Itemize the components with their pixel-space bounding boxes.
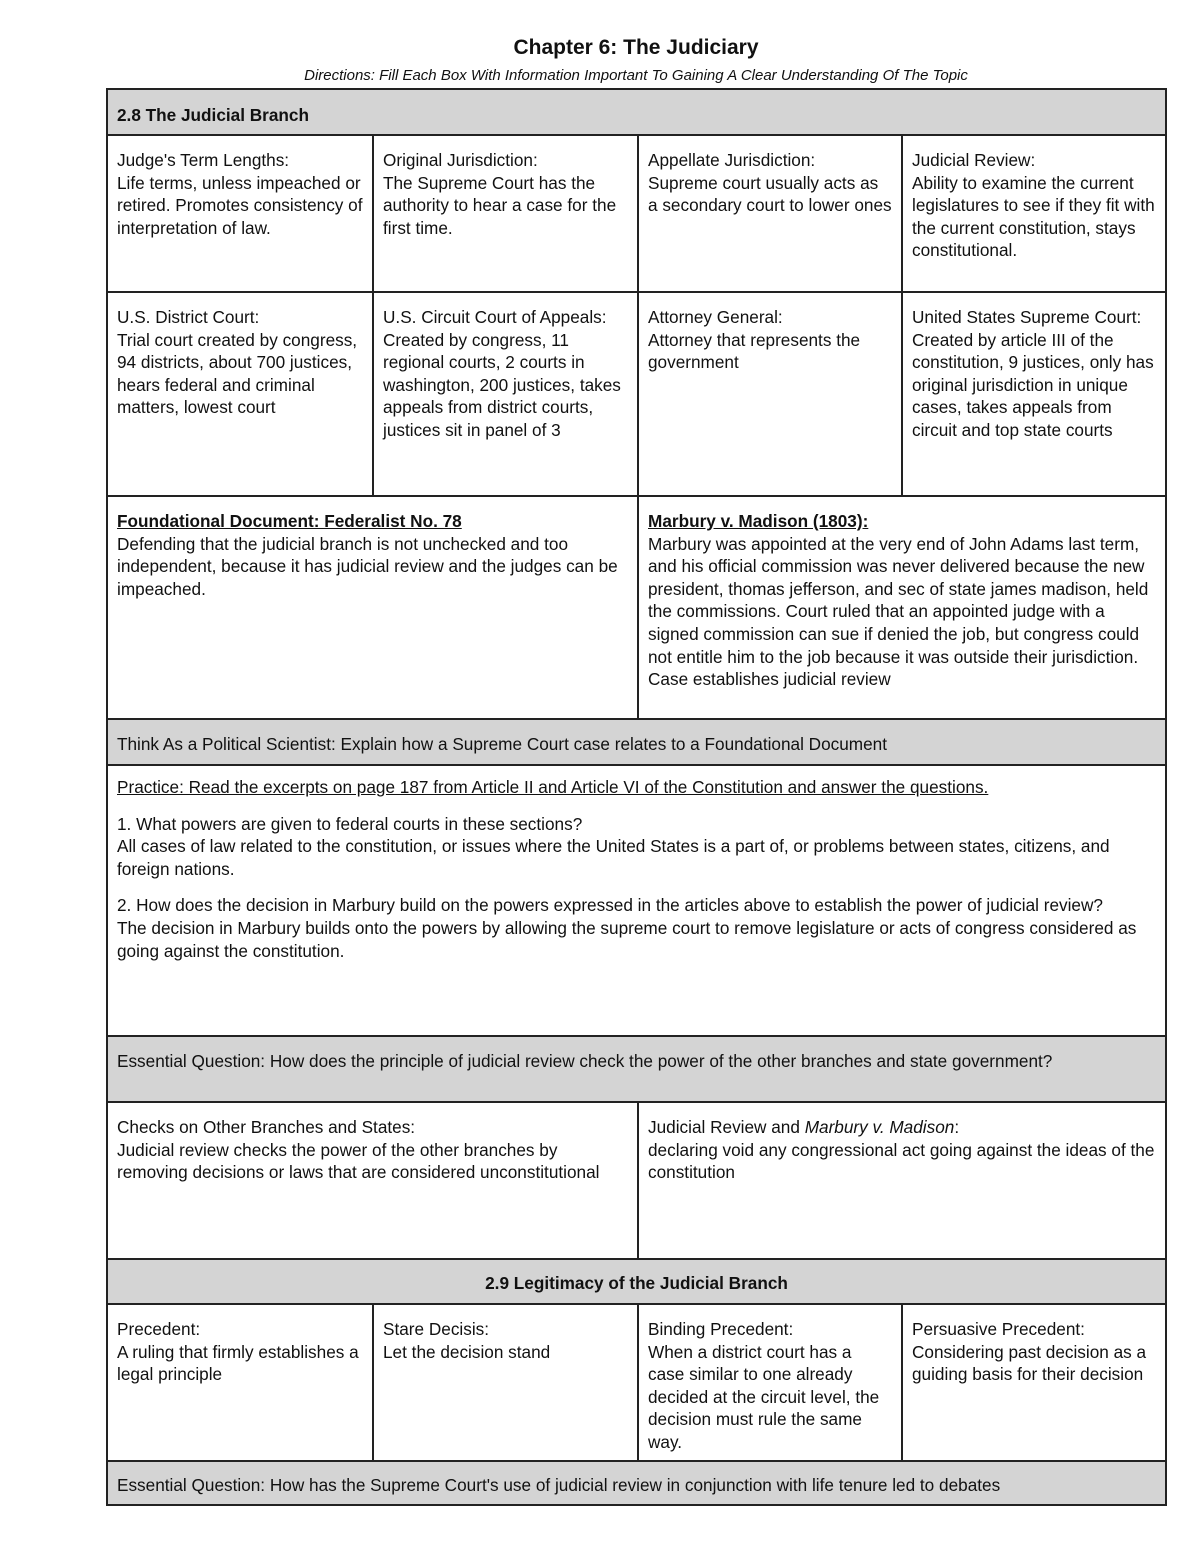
term-label: Stare Decisis: xyxy=(383,1319,490,1339)
directions: Directions: Fill Each Box With Information Important To Gaining A Clear Understanding Of The Topic xyxy=(304,67,968,84)
term-label: Persuasive Precedent: xyxy=(912,1319,1085,1339)
term-text: The Supreme Court has the authority to hear a case for the first time. xyxy=(383,172,617,238)
cell-binding-precedent xyxy=(637,1305,901,1460)
checks-text: Judicial review checks the power of the other branches by removing decisions or laws that are considered unconstitutional xyxy=(117,1139,600,1183)
jr-marbury-label: Judicial Review and Marbury v. Madison: xyxy=(648,1117,960,1137)
page-title: Chapter 6: The Judiciary xyxy=(513,36,759,59)
foundational-text: Defending that the judicial branch is not unchecked and too independent, because it has judicial review and the judges can be impeached. xyxy=(117,533,618,599)
answer-2: The decision in Marbury builds onto the powers by allowing the supreme court to remove legislature or acts of congress considered as going against the constitution. xyxy=(117,917,1137,961)
term-label: Appellate Jurisdiction: xyxy=(648,150,816,170)
term-text: Created by article III of the constitution, 9 justices, only has original jurisdiction in unique cases, takes appeals from circuit and top state courts xyxy=(912,329,1154,440)
marbury-heading: Marbury v. Madison (1803): xyxy=(648,511,869,531)
practice-row xyxy=(108,766,1165,1037)
cell-term-lengths xyxy=(108,136,372,291)
term-label: Original Jurisdiction: xyxy=(383,150,538,170)
think-prompt: Think As a Political Scientist: Explain how a Supreme Court case relates to a Foundational Document xyxy=(117,734,888,754)
term-text: Trial court created by congress, 94 districts, about 700 justices, hears federal and criminal matters, lowest court xyxy=(117,329,358,418)
cell-supreme-court xyxy=(901,293,1165,495)
term-text: Life terms, unless impeached or retired. Promotes consistency of interpretation of law. xyxy=(117,172,363,238)
term-label: U.S. Circuit Court of Appeals: xyxy=(383,307,607,327)
term-text: Attorney that represents the government xyxy=(648,329,861,373)
term-text: A ruling that firmly establishes a legal principle xyxy=(117,1341,359,1385)
cell-marbury xyxy=(637,497,1165,718)
essential-question-2-row xyxy=(108,1462,1165,1504)
term-label: United States Supreme Court: xyxy=(912,307,1142,327)
term-label: Judicial Review: xyxy=(912,150,1036,170)
think-row xyxy=(108,720,1165,766)
terms-row-2 xyxy=(108,293,1165,497)
term-text: Supreme court usually acts as a secondary court to lower ones xyxy=(648,172,892,216)
cell-federalist-78 xyxy=(108,497,637,718)
cell-persuasive-precedent xyxy=(901,1305,1165,1460)
question-2: 2. How does the decision in Marbury build on the powers expressed in the articles above to establish the power of judicial review? xyxy=(117,895,1103,916)
legitimacy-row xyxy=(108,1305,1165,1462)
section-2-9-title: 2.9 Legitimacy of the Judicial Branch xyxy=(485,1273,788,1293)
foundational-heading: Foundational Document: Federalist No. 78 xyxy=(117,511,462,531)
essential-question-2: Essential Question: How has the Supreme Court's use of judicial review in conjunction with life tenure led to debates xyxy=(117,1475,1001,1495)
cell-district-court xyxy=(108,293,372,495)
term-label: U.S. District Court: xyxy=(117,307,260,327)
term-text: Considering past decision as a guiding basis for their decision xyxy=(912,1341,1147,1385)
question-1: 1. What powers are given to federal courts in these sections? xyxy=(117,813,583,834)
documents-row xyxy=(108,497,1165,720)
cell-precedent xyxy=(108,1305,372,1460)
cell-judicial-review xyxy=(901,136,1165,291)
cell-original-jurisdiction xyxy=(372,136,637,291)
cell-circuit-court xyxy=(372,293,637,495)
practice-instruction: Practice: Read the excerpts on page 187 from Article II and Article VI of the Constitution and answer the questions. xyxy=(117,777,989,797)
section-2-9-header xyxy=(108,1260,1165,1305)
term-label: Attorney General: xyxy=(648,307,783,327)
essential-question-1-row xyxy=(108,1037,1165,1103)
terms-row-1 xyxy=(108,136,1165,293)
cell-stare-decisis xyxy=(372,1305,637,1460)
checks-row xyxy=(108,1103,1165,1260)
term-text: Created by congress, 11 regional courts, 2 courts in washington, 200 justices, takes appeals from district courts, justices sit in panel of 3 xyxy=(383,329,621,440)
term-label: Precedent: xyxy=(117,1319,201,1339)
checks-label: Checks on Other Branches and States: xyxy=(117,1117,416,1137)
term-text: When a district court has a case similar to one already decided at the circuit level, the decision must rule the same way. xyxy=(648,1341,880,1452)
jr-marbury-text: declaring void any congressional act going against the ideas of the constitution xyxy=(648,1139,1155,1183)
cell-appellate-jurisdiction xyxy=(637,136,901,291)
practice-cell xyxy=(108,766,1165,1035)
cell-attorney-general xyxy=(637,293,901,495)
marbury-text: Marbury was appointed at the very end of John Adams last term, and his official commission was never delivered because the new president, thomas jefferson, and sec of state james madison, held the commissions. Court ruled that an appointed judge with a signed commission can sue if denied the job, but congress could not entitle him to the job because it was outside their jurisdiction. xyxy=(648,533,1149,667)
term-label: Judge's Term Lengths: xyxy=(117,150,290,170)
term-text: Ability to examine the current legislatures to see if they fit with the current constitution, stays constitutional. xyxy=(912,172,1155,261)
term-text: Let the decision stand xyxy=(383,1341,551,1362)
organizer-table xyxy=(106,88,1167,1506)
term-label: Binding Precedent: xyxy=(648,1319,794,1339)
section-2-8-header xyxy=(108,90,1165,136)
essential-question-1: Essential Question: How does the principle of judicial review check the power of the other branches and state government? xyxy=(117,1051,1053,1071)
marbury-conclusion: Case establishes judicial review xyxy=(648,669,891,690)
cell-jr-marbury xyxy=(637,1103,1165,1258)
section-2-8-title: 2.8 The Judicial Branch xyxy=(117,105,309,125)
answer-1: All cases of law related to the constitution, or issues where the United States is a part of, or problems between states, citizens, and foreign nations. xyxy=(117,836,1110,879)
cell-checks xyxy=(108,1103,637,1258)
